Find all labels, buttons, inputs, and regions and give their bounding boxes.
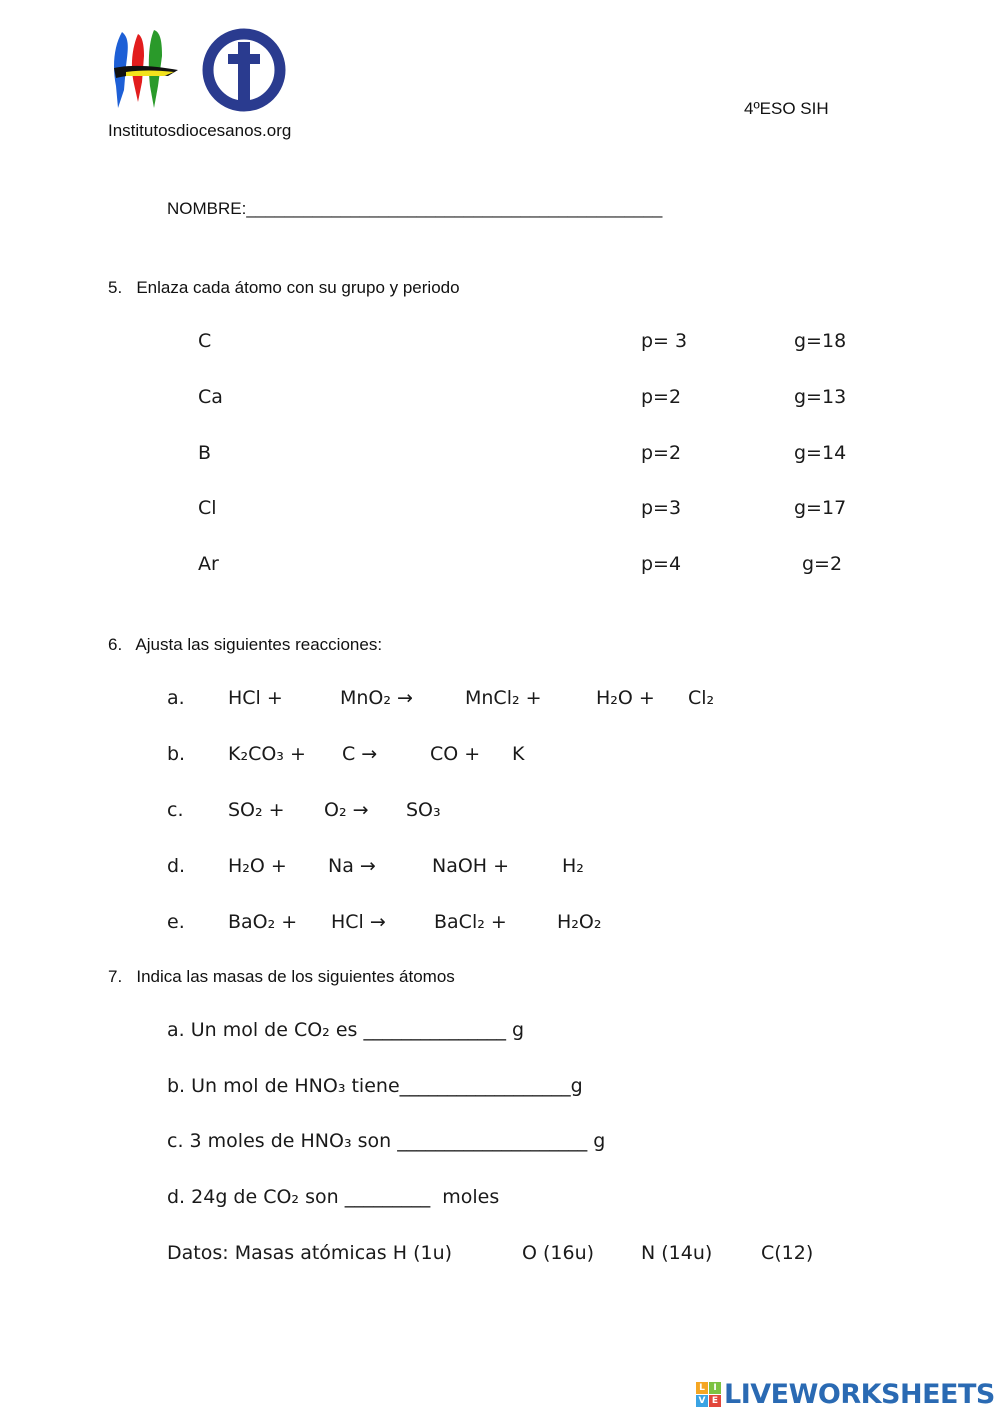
reaction-letter: c.	[167, 799, 184, 821]
q7-item[interactable]: d. 24g de CO₂ son _________ moles	[167, 1186, 500, 1208]
liveworksheets-text: LIVEWORKSHEETS	[724, 1378, 995, 1410]
datos-mass-c: C(12)	[761, 1242, 814, 1264]
q5-period: p=3	[641, 497, 682, 519]
liveworksheets-logo	[696, 1376, 995, 1412]
q7-item[interactable]: c. 3 moles de HNO₃ son ____________________ g	[167, 1130, 606, 1152]
q5-title: 5. Enlaza cada átomo con su grupo y periodo	[108, 278, 460, 297]
site-url: Institutosdiocesanos.org	[108, 121, 292, 140]
q5-period: p=2	[641, 442, 682, 464]
reaction-term: Cl₂	[688, 687, 715, 709]
reaction-term: HCl +	[228, 687, 283, 709]
name-field[interactable]: NOMBRE:____________________________________________	[167, 199, 663, 218]
reaction-letter: a.	[167, 687, 185, 709]
q7-title: 7. Indica las masas de los siguientes átomos	[108, 967, 455, 986]
q6-title: 6. Ajusta las siguientes reacciones:	[108, 635, 383, 654]
grid-letter: L	[696, 1382, 708, 1394]
reaction-term: O₂ →	[324, 799, 369, 821]
datos-mass-n: N (14u)	[641, 1242, 713, 1264]
q5-atom: Ar	[198, 553, 219, 575]
reaction-letter: d.	[167, 855, 186, 877]
school-logo-cross	[198, 24, 290, 116]
reaction-term: H₂O +	[228, 855, 287, 877]
reaction-term: SO₂ +	[228, 799, 285, 821]
datos-label: Datos: Masas atómicas H (1u)	[167, 1242, 453, 1264]
reaction-term: K₂CO₃ +	[228, 743, 306, 765]
reaction-term: K	[512, 743, 525, 765]
q5-group: g=2	[802, 553, 843, 575]
reaction-term: CO +	[430, 743, 481, 765]
q5-group: g=18	[794, 330, 847, 352]
grid-letter: E	[709, 1395, 721, 1407]
datos-mass-o: O (16u)	[522, 1242, 595, 1264]
grid-letter: V	[696, 1395, 708, 1407]
course-label: 4ºESO SIH	[744, 99, 829, 118]
reaction-term: HCl →	[331, 911, 386, 933]
q7-item[interactable]: b. Un mol de HNO₃ tiene__________________g	[167, 1075, 583, 1097]
grid-letter: I	[709, 1382, 721, 1394]
reaction-term: BaO₂ +	[228, 911, 298, 933]
q5-period: p= 3	[641, 330, 688, 352]
reaction-term: H₂O +	[596, 687, 655, 709]
q5-atom: B	[198, 442, 212, 464]
reaction-letter: e.	[167, 911, 185, 933]
reaction-term: H₂	[562, 855, 584, 877]
q5-period: p=4	[641, 553, 682, 575]
q5-group: g=13	[794, 386, 847, 408]
q5-atom: Ca	[198, 386, 223, 408]
q5-group: g=14	[794, 442, 847, 464]
q5-group: g=17	[794, 497, 847, 519]
q5-period: p=2	[641, 386, 682, 408]
reaction-term: C →	[342, 743, 378, 765]
q5-atom: C	[198, 330, 212, 352]
reaction-term: H₂O₂	[557, 911, 602, 933]
reaction-letter: b.	[167, 743, 186, 765]
liveworksheets-grid-icon	[696, 1382, 721, 1407]
reaction-term: BaCl₂ +	[434, 911, 507, 933]
q7-item[interactable]: a. Un mol de CO₂ es _______________ g	[167, 1019, 525, 1041]
reaction-term: MnCl₂ +	[465, 687, 542, 709]
reaction-term: SO₃	[406, 799, 441, 821]
school-logo-h	[108, 26, 184, 110]
reaction-term: NaOH +	[432, 855, 510, 877]
reaction-term: MnO₂ →	[340, 687, 413, 709]
reaction-term: Na →	[328, 855, 376, 877]
q5-atom: Cl	[198, 497, 217, 519]
